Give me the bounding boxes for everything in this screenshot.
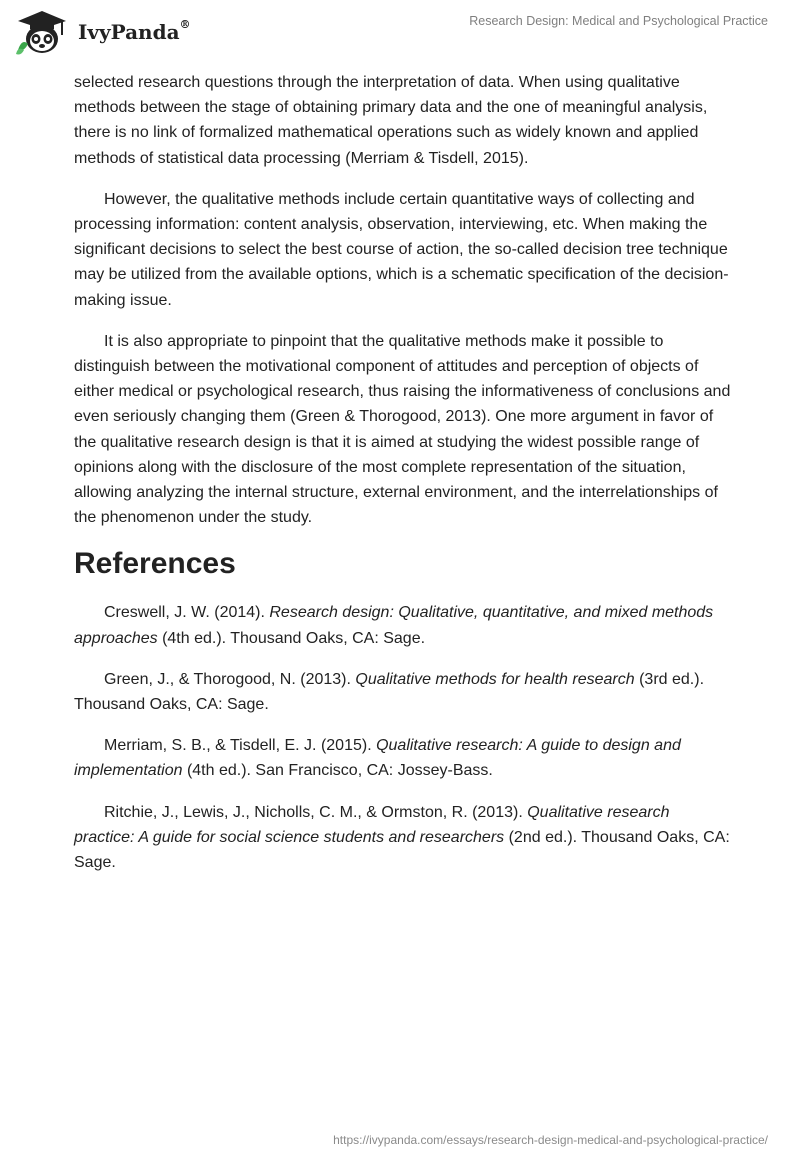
body-paragraph: However, the qualitative methods include certain quantitative ways of collecting and processing information: content analysis, observation, interviewing, etc. When making the significant decisions to select the best course of action, the so-called decision tree technique may be utilized from the available options, which is a schematic specification of the decision-making issue.: [74, 190, 729, 309]
logo-wordmark: IvyPanda®: [78, 18, 191, 44]
page-header: [0, 0, 800, 70]
essay-content: [74, 70, 734, 891]
references-heading: References: [74, 547, 236, 581]
reference-item: Ritchie, J., Lewis, J., Nicholls, C. M., & Ormston, R. (2013). Qualitative research practice: A guide for social science students and researchers (2nd ed.). Thousand Oaks, CA: Sage.: [74, 803, 730, 872]
reference-title: Qualitative research practice: A guide for social science students and researchers: [74, 803, 670, 846]
running-title: Research Design: Medical and Psychological Practice: [469, 14, 768, 28]
reference-title: Qualitative methods for health research: [355, 670, 635, 688]
reference-title: Research design: Qualitative, quantitative, and mixed methods approaches: [74, 604, 714, 647]
source-url-link[interactable]: https://ivypanda.com/essays/research-design-medical-and-psychological-practice/: [333, 1133, 768, 1147]
body-paragraph: selected research questions through the interpretation of data. When using qualitative methods between the stage of obtaining primary data and the one of meaningful analysis, there is no link of formalized mathematical operations such as widely known and applied methods of statistical data processing (Merriam & Tisdell, 2015).: [74, 74, 708, 167]
registered-mark: ®: [179, 18, 191, 31]
panda-graduate-logo-icon: [14, 8, 70, 56]
reference-item: Green, J., & Thorogood, N. (2013). Qualitative methods for health research (3rd ed.). Thousand Oaks, CA: Sage.: [74, 670, 705, 714]
reference-item: Creswell, J. W. (2014). Research design: Qualitative, quantitative, and mixed methods approaches (4th ed.). Thousand Oaks, CA: Sage.: [74, 604, 714, 647]
body-paragraph: It is also appropriate to pinpoint that the qualitative methods make it possible to distinguish between the motivational component of attitudes and perception of objects of either medical or psychological research, thus raising the informativeness of conclusions and even seriously changing them (Green & Thorogood, 2013). One more argument in favor of the qualitative research design is that it is aimed at studying the widest possible range of opinions along with the disclosure of the most complete representation of the situation, allowing analyzing the internal structure, external environment, and the interrelationships of the phenomenon under the study.: [74, 332, 731, 527]
reference-title: Qualitative research: A guide to design and implementation: [74, 737, 681, 780]
reference-item: Merriam, S. B., & Tisdell, E. J. (2015). Qualitative research: A guide to design and implementation (4th ed.). San Francisco, CA: Jossey-Bass.: [74, 737, 681, 780]
ivypanda-logo[interactable]: [14, 8, 204, 56]
